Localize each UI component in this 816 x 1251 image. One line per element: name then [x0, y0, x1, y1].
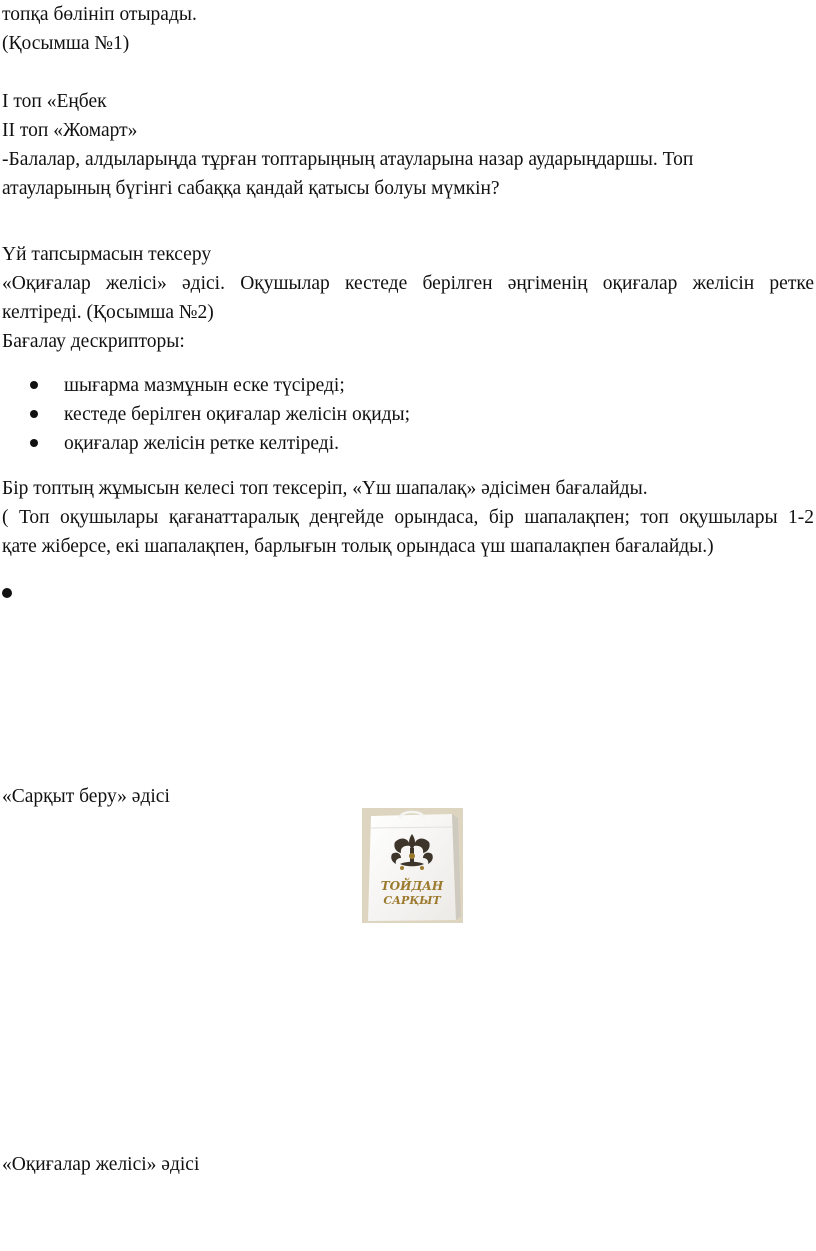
descriptor-item-text: кестеде берілген оқиғалар желісін оқиды; — [64, 404, 411, 425]
descriptor-item-text: шығарма мазмұнын еске түсіреді; — [64, 375, 345, 396]
descriptors-heading: Бағалау дескрипторы: — [2, 331, 185, 352]
homework-line-1-text: «Оқиғалар желісі» әдісі. Оқушылар кестеде берілген әңгіменің оқиғалар желісін ретке — [2, 273, 814, 294]
method-heading-events: «Оқиғалар желісі» әдісі — [2, 1154, 200, 1175]
question-line-2: атауларының бүгінгі сабаққа қандай қатысы болуы мүмкін? — [2, 178, 500, 199]
text-line-groups-split: топқа бөлініп отырады. — [2, 4, 197, 25]
assessment-line-2 — [2, 503, 814, 532]
bullet-icon — [30, 439, 38, 447]
descriptor-item-text: оқиғалар желісін ретке келтіреді. — [64, 433, 340, 454]
bag-text-line-1: ТОЙДАН — [380, 879, 444, 893]
group-2-name: II топ «Жомарт» — [2, 120, 138, 141]
bullet-icon — [2, 588, 12, 598]
group-1-name: I топ «Еңбек — [2, 91, 107, 112]
assessment-line-2-text: ( Топ оқушылары қағанаттаралық деңгейде орындаса, бір шапалақпен; топ оқушылары 1-2 — [2, 507, 814, 528]
bullet-icon — [30, 410, 38, 418]
assessment-line-3: қате жіберсе, екі шапалақпен, барлығын толық орындаса үш шапалақпен бағалайды.) — [2, 536, 714, 557]
homework-line-2: келтіреді. (Қосымша №2) — [2, 302, 214, 323]
homework-line-1 — [2, 269, 814, 298]
homework-heading: Үй тапсырмасын тексеру — [2, 244, 212, 265]
question-line-1: -Балалар, алдыларыңда тұрған топтарыңның атауларына назар аударыңдаршы. Топ — [2, 149, 694, 170]
text-line-appendix-1: (Қосымша №1) — [2, 33, 130, 54]
gift-bag-icon — [362, 808, 463, 923]
assessment-line-1: Бір топтың жұмысын келесі топ тексеріп, «Үш шапалақ» әдісімен бағалайды. — [2, 478, 648, 499]
bullet-icon — [30, 381, 38, 389]
method-heading-sarqyt: «Сарқыт беру» әдісі — [2, 786, 170, 807]
gift-bag-image — [362, 808, 463, 923]
bag-text-line-2: САРҚЫТ — [383, 894, 441, 907]
